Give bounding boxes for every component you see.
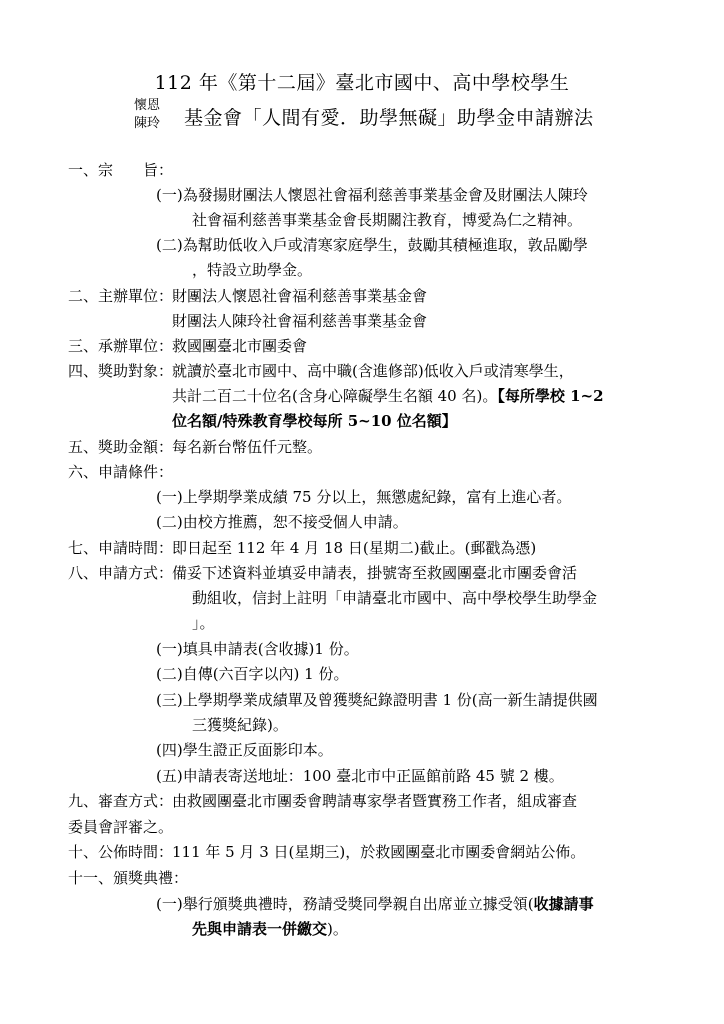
section-8-item-3-cont: 三獲獎紀錄)。 (192, 716, 288, 734)
section-9-label: 九、審查方式： (68, 792, 174, 810)
section-1-label: 一、宗 旨： (68, 161, 174, 179)
section-8-item-1: (一)填具申請表(含收據)1 份。 (156, 640, 359, 658)
section-11-item-1-end: )。 (327, 920, 348, 938)
section-10-label: 十、公佈時間： (68, 843, 174, 861)
section-9-value-1: 由救國團臺北市團委會聘請專家學者暨實務工作者，組成審查 (172, 792, 578, 810)
section-11-label: 十一、頒獎典禮： (68, 869, 189, 887)
section-5-value: 每名新台幣伍仟元整。 (172, 438, 323, 456)
section-2-value-1: 財團法人懷恩社會福利慈善事業基金會 (172, 287, 428, 305)
section-4-label: 四、獎助對象： (68, 362, 174, 380)
section-11-item-1-cont (192, 919, 348, 939)
section-6-label: 六、申請條件： (68, 463, 174, 481)
section-7-value: 即日起至 112 年 4 月 18 日(星期二)截止。(郵戳為憑) (172, 539, 537, 557)
name-top: 懷恩 (134, 98, 161, 113)
section-8-item-3: (三)上學期學業成績單及曾獲獎紀錄證明書 1 份(高一新生請提供國 (156, 691, 598, 709)
section-1-item-1-cont: 社會福利慈善事業基金會長期關注教育，博愛為仁之精神。 (192, 211, 583, 229)
title-line-1: 112 年《第十二屆》臺北市國中、高中學校學生 (154, 72, 570, 94)
section-4-value-2-text: 共計二百二十位名(含身心障礙學生名額 40 名)。 (172, 387, 498, 405)
section-8-item-5: (五)申請表寄送地址：100 臺北市中正區館前路 45 號 2 樓。 (156, 767, 564, 785)
foundation-names (134, 97, 160, 133)
section-11-receipt-bold-cont: 先與申請表一併繳交 (192, 920, 328, 938)
section-4-value-3 (172, 411, 457, 431)
section-4-value-2 (172, 386, 604, 406)
section-5-label: 五、獎助金額： (68, 438, 174, 456)
section-3-value: 救國團臺北市團委會 (172, 337, 308, 355)
section-9-value-2: 委員會評審之。 (68, 818, 174, 836)
section-1-item-1: (一)為發揚財團法人懷恩社會福利慈善事業基金會及財團法人陳玲 (156, 186, 588, 204)
section-8-item-2: (二)自傳(六百字以內) 1 份。 (156, 665, 349, 683)
section-3-label: 三、承辦單位： (68, 337, 174, 355)
section-11-receipt-bold: 收據請事 (533, 895, 594, 913)
title-line-2: 基金會「人間有愛．助學無礙」助學金申請辦法 (184, 107, 594, 129)
section-4-value-1: 就讀於臺北市國中、高中職(含進修部)低收入戶或清寒學生， (172, 362, 574, 380)
section-11-item-1-text: (一)舉行頒獎典禮時，務請受獎同學親自出席並立據受領( (156, 895, 534, 913)
section-8-value-1: 備妥下述資料並填妥申請表，掛號寄至救國團臺北市團委會活 (172, 564, 578, 582)
section-8-item-4: (四)學生證正反面影印本。 (156, 741, 333, 759)
name-bottom: 陳玲 (134, 116, 161, 131)
section-8-label: 八、申請方式： (68, 564, 174, 582)
section-2-label: 二、主辦單位： (68, 287, 174, 305)
section-8-value-3: 」。 (192, 614, 215, 632)
section-7-label: 七、申請時間： (68, 539, 174, 557)
section-10-value: 111 年 5 月 3 日(星期三)，於救國團臺北市團委會網站公佈。 (172, 843, 586, 861)
section-4-quota-bold-cont: 位名額/特殊教育學校每所 5~10 位名額】 (172, 412, 457, 430)
section-6-item-2: (二)由校方推薦，恕不接受個人申請。 (156, 513, 408, 531)
section-1-item-2-cont: ，特設立助學金。 (192, 261, 313, 279)
section-2-value-2: 財團法人陳玲社會福利慈善事業基金會 (172, 312, 428, 330)
section-8-value-2: 動組收，信封上註明「申請臺北市國中、高中學校學生助學金 (192, 589, 598, 607)
section-11-item-1 (156, 894, 594, 914)
section-1-item-2: (二)為幫助低收入戶或清寒家庭學生，鼓勵其積極進取，敦品勵學 (156, 236, 588, 254)
section-4-quota-bold: 【每所學校 1~2 (497, 387, 604, 405)
section-6-item-1: (一)上學期學業成績 75 分以上，無懲處紀錄，富有上進心者。 (156, 488, 572, 506)
